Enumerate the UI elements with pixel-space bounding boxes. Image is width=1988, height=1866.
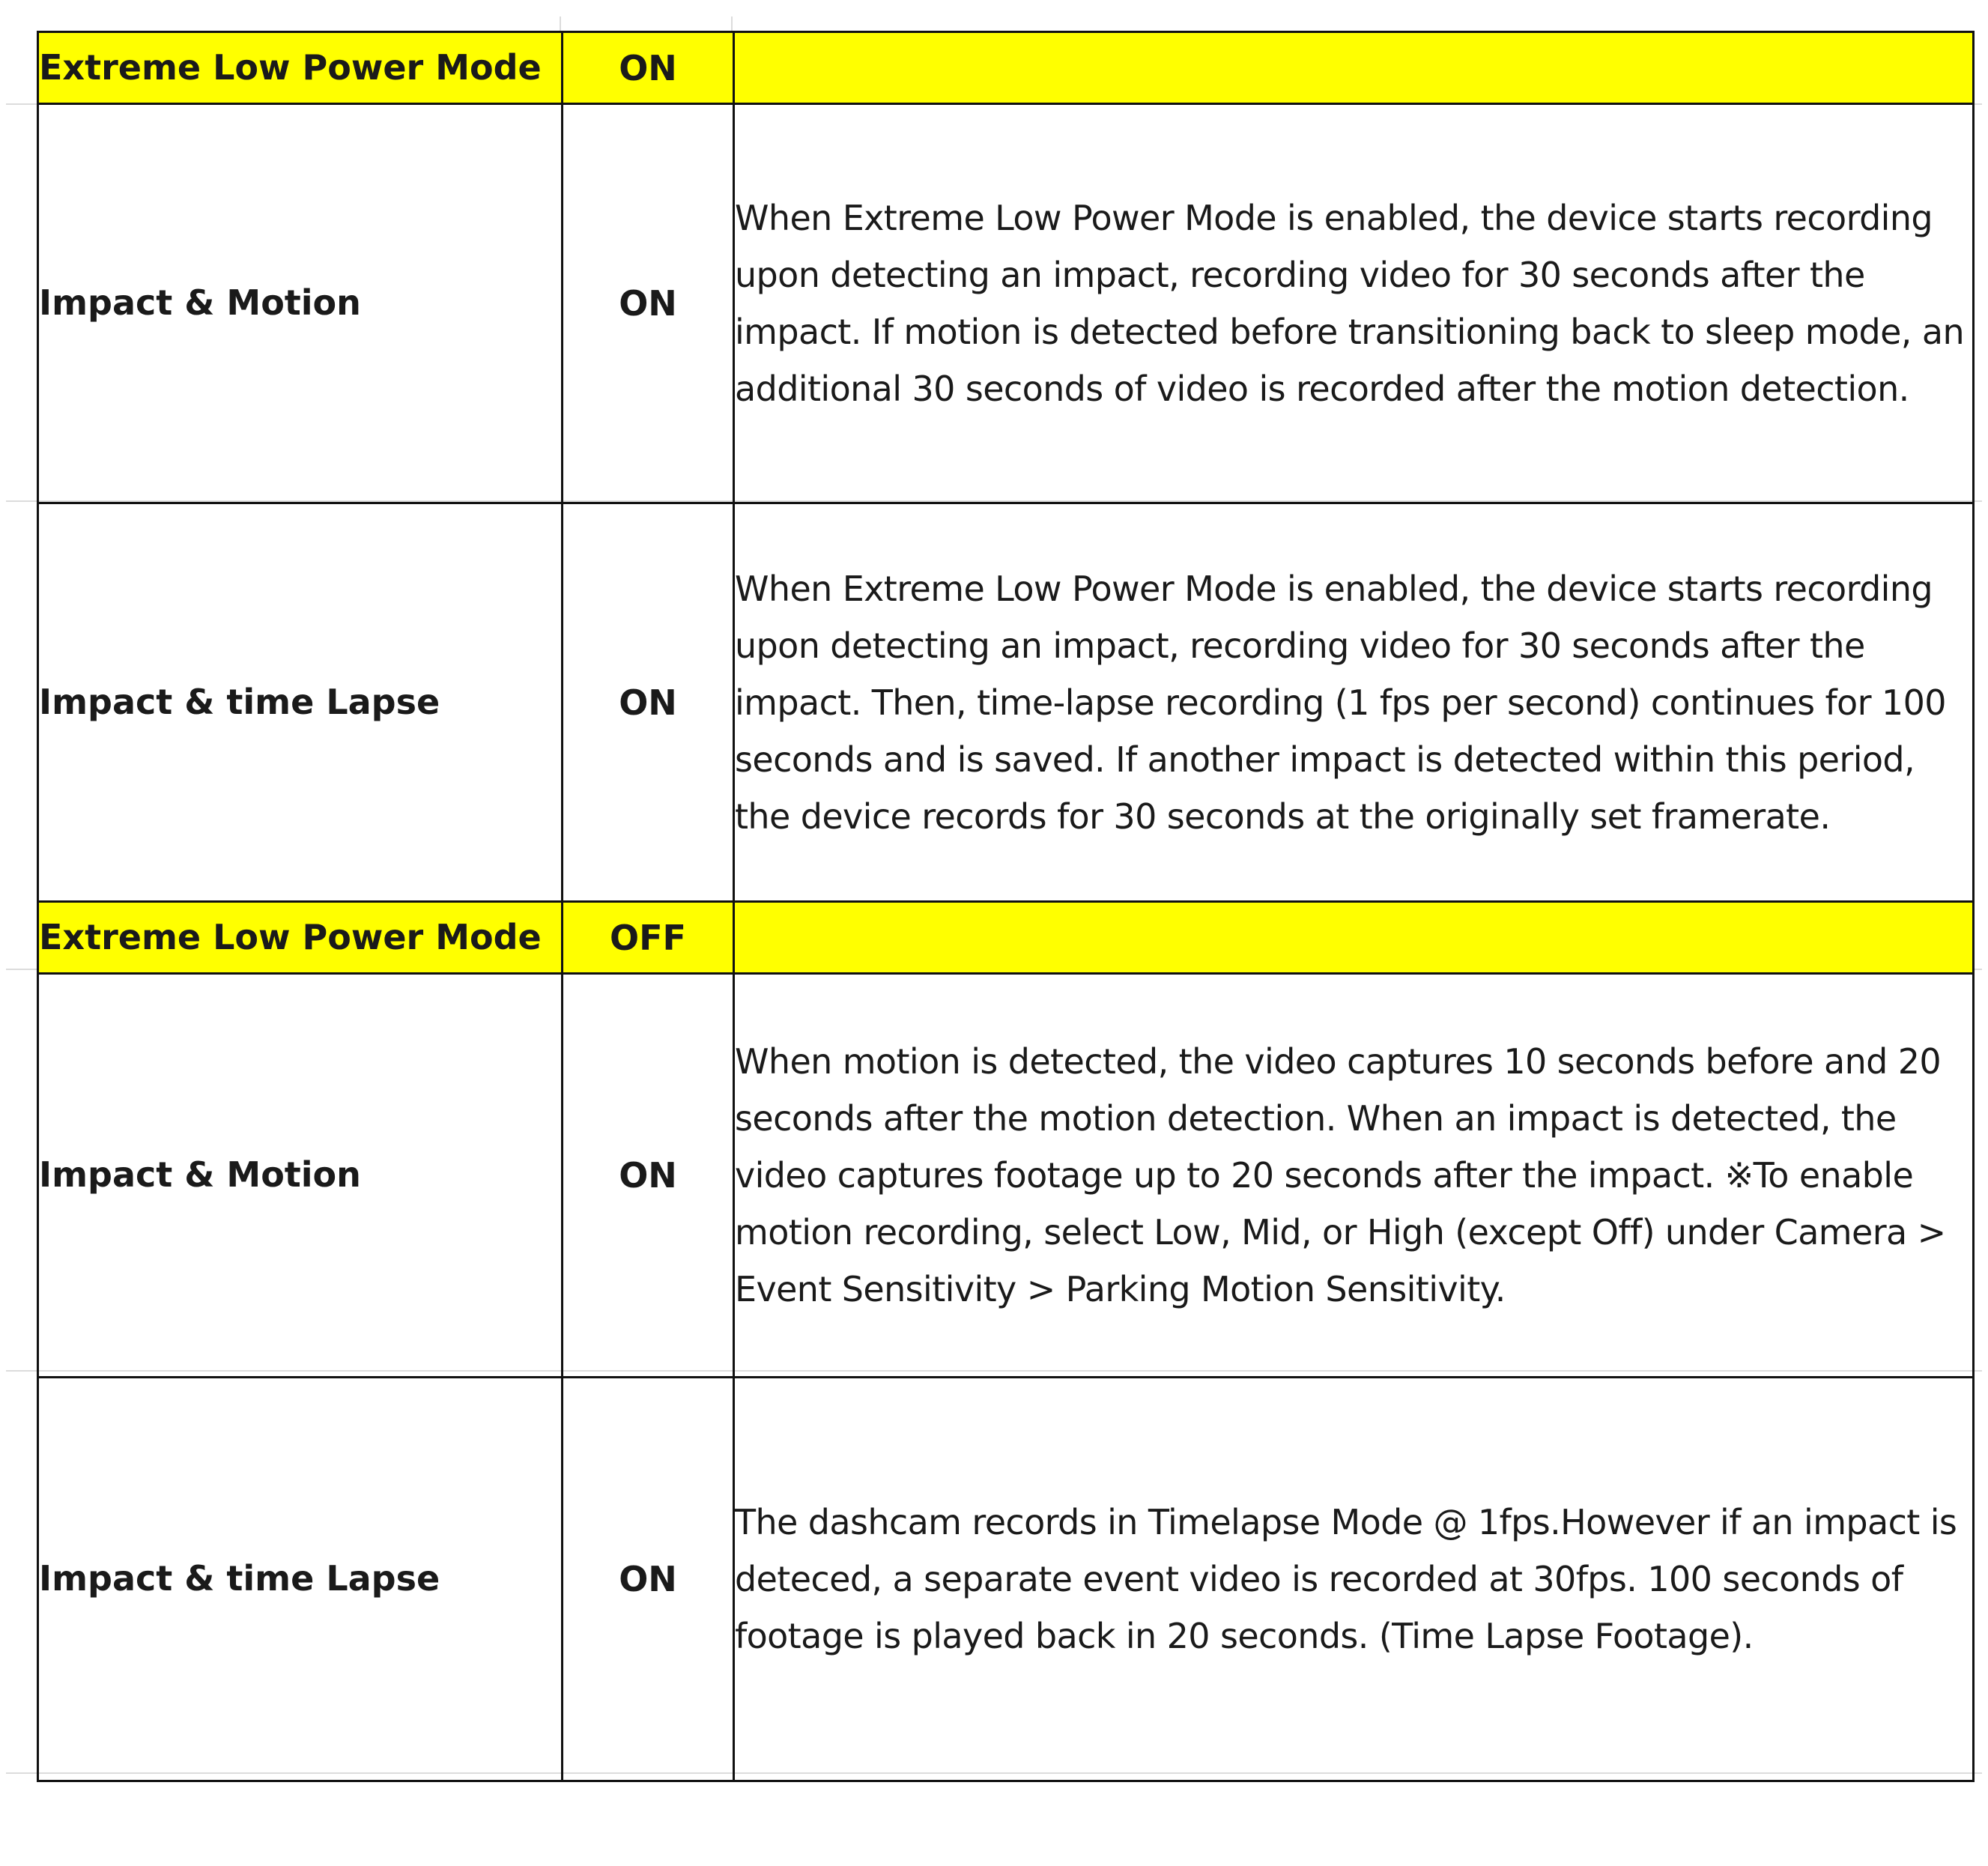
section-header-state: ON bbox=[563, 32, 734, 104]
feature-state: ON bbox=[563, 104, 734, 503]
table-row bbox=[38, 974, 1974, 1378]
section-header-blank bbox=[734, 32, 1974, 104]
section-header-mode: Extreme Low Power Mode bbox=[38, 902, 563, 974]
section-header-mode: Extreme Low Power Mode bbox=[38, 32, 563, 104]
feature-label: Impact & time Lapse bbox=[38, 503, 563, 902]
feature-description: When Extreme Low Power Mode is enabled, the device starts recording upon detecting an impact, recording video for 30 seconds after the impact. Then, time-lapse recording (1 fps per second) continues for 100 seconds and is saved. If another impact is detected within this period, the device records for 30 seconds at the originally set framerate. bbox=[734, 503, 1974, 902]
table-row bbox=[38, 503, 1974, 902]
section-header-row bbox=[38, 902, 1974, 974]
parking-mode-table bbox=[37, 31, 1975, 1782]
table-row bbox=[38, 104, 1974, 503]
feature-state: ON bbox=[563, 503, 734, 902]
feature-state: ON bbox=[563, 1378, 734, 1781]
section-header-row bbox=[38, 32, 1974, 104]
feature-label: Impact & time Lapse bbox=[38, 1378, 563, 1781]
feature-description: The dashcam records in Timelapse Mode @ 1fps.However if an impact is deteced, a separate event video is recorded at 30fps. 100 seconds of footage is played back in 20 seconds. (Time Lapse Footage). bbox=[734, 1378, 1974, 1781]
feature-label: Impact & Motion bbox=[38, 104, 563, 503]
section-header-state: OFF bbox=[563, 902, 734, 974]
table-row bbox=[38, 1378, 1974, 1781]
feature-state: ON bbox=[563, 974, 734, 1378]
section-header-blank bbox=[734, 902, 1974, 974]
feature-label: Impact & Motion bbox=[38, 974, 563, 1378]
feature-description: When Extreme Low Power Mode is enabled, the device starts recording upon detecting an impact, recording video for 30 seconds after the impact. If motion is detected before transitioning back to sleep mode, an additional 30 seconds of video is recorded after the motion detection. bbox=[734, 104, 1974, 503]
feature-description: When motion is detected, the video captures 10 seconds before and 20 seconds after the motion detection. When an impact is detected, the video captures footage up to 20 seconds after the impact. ※To enable motion recording, select Low, Mid, or High (except Off) under Camera > Event Sensitivity > Parking Motion Sensitivity. bbox=[734, 974, 1974, 1378]
